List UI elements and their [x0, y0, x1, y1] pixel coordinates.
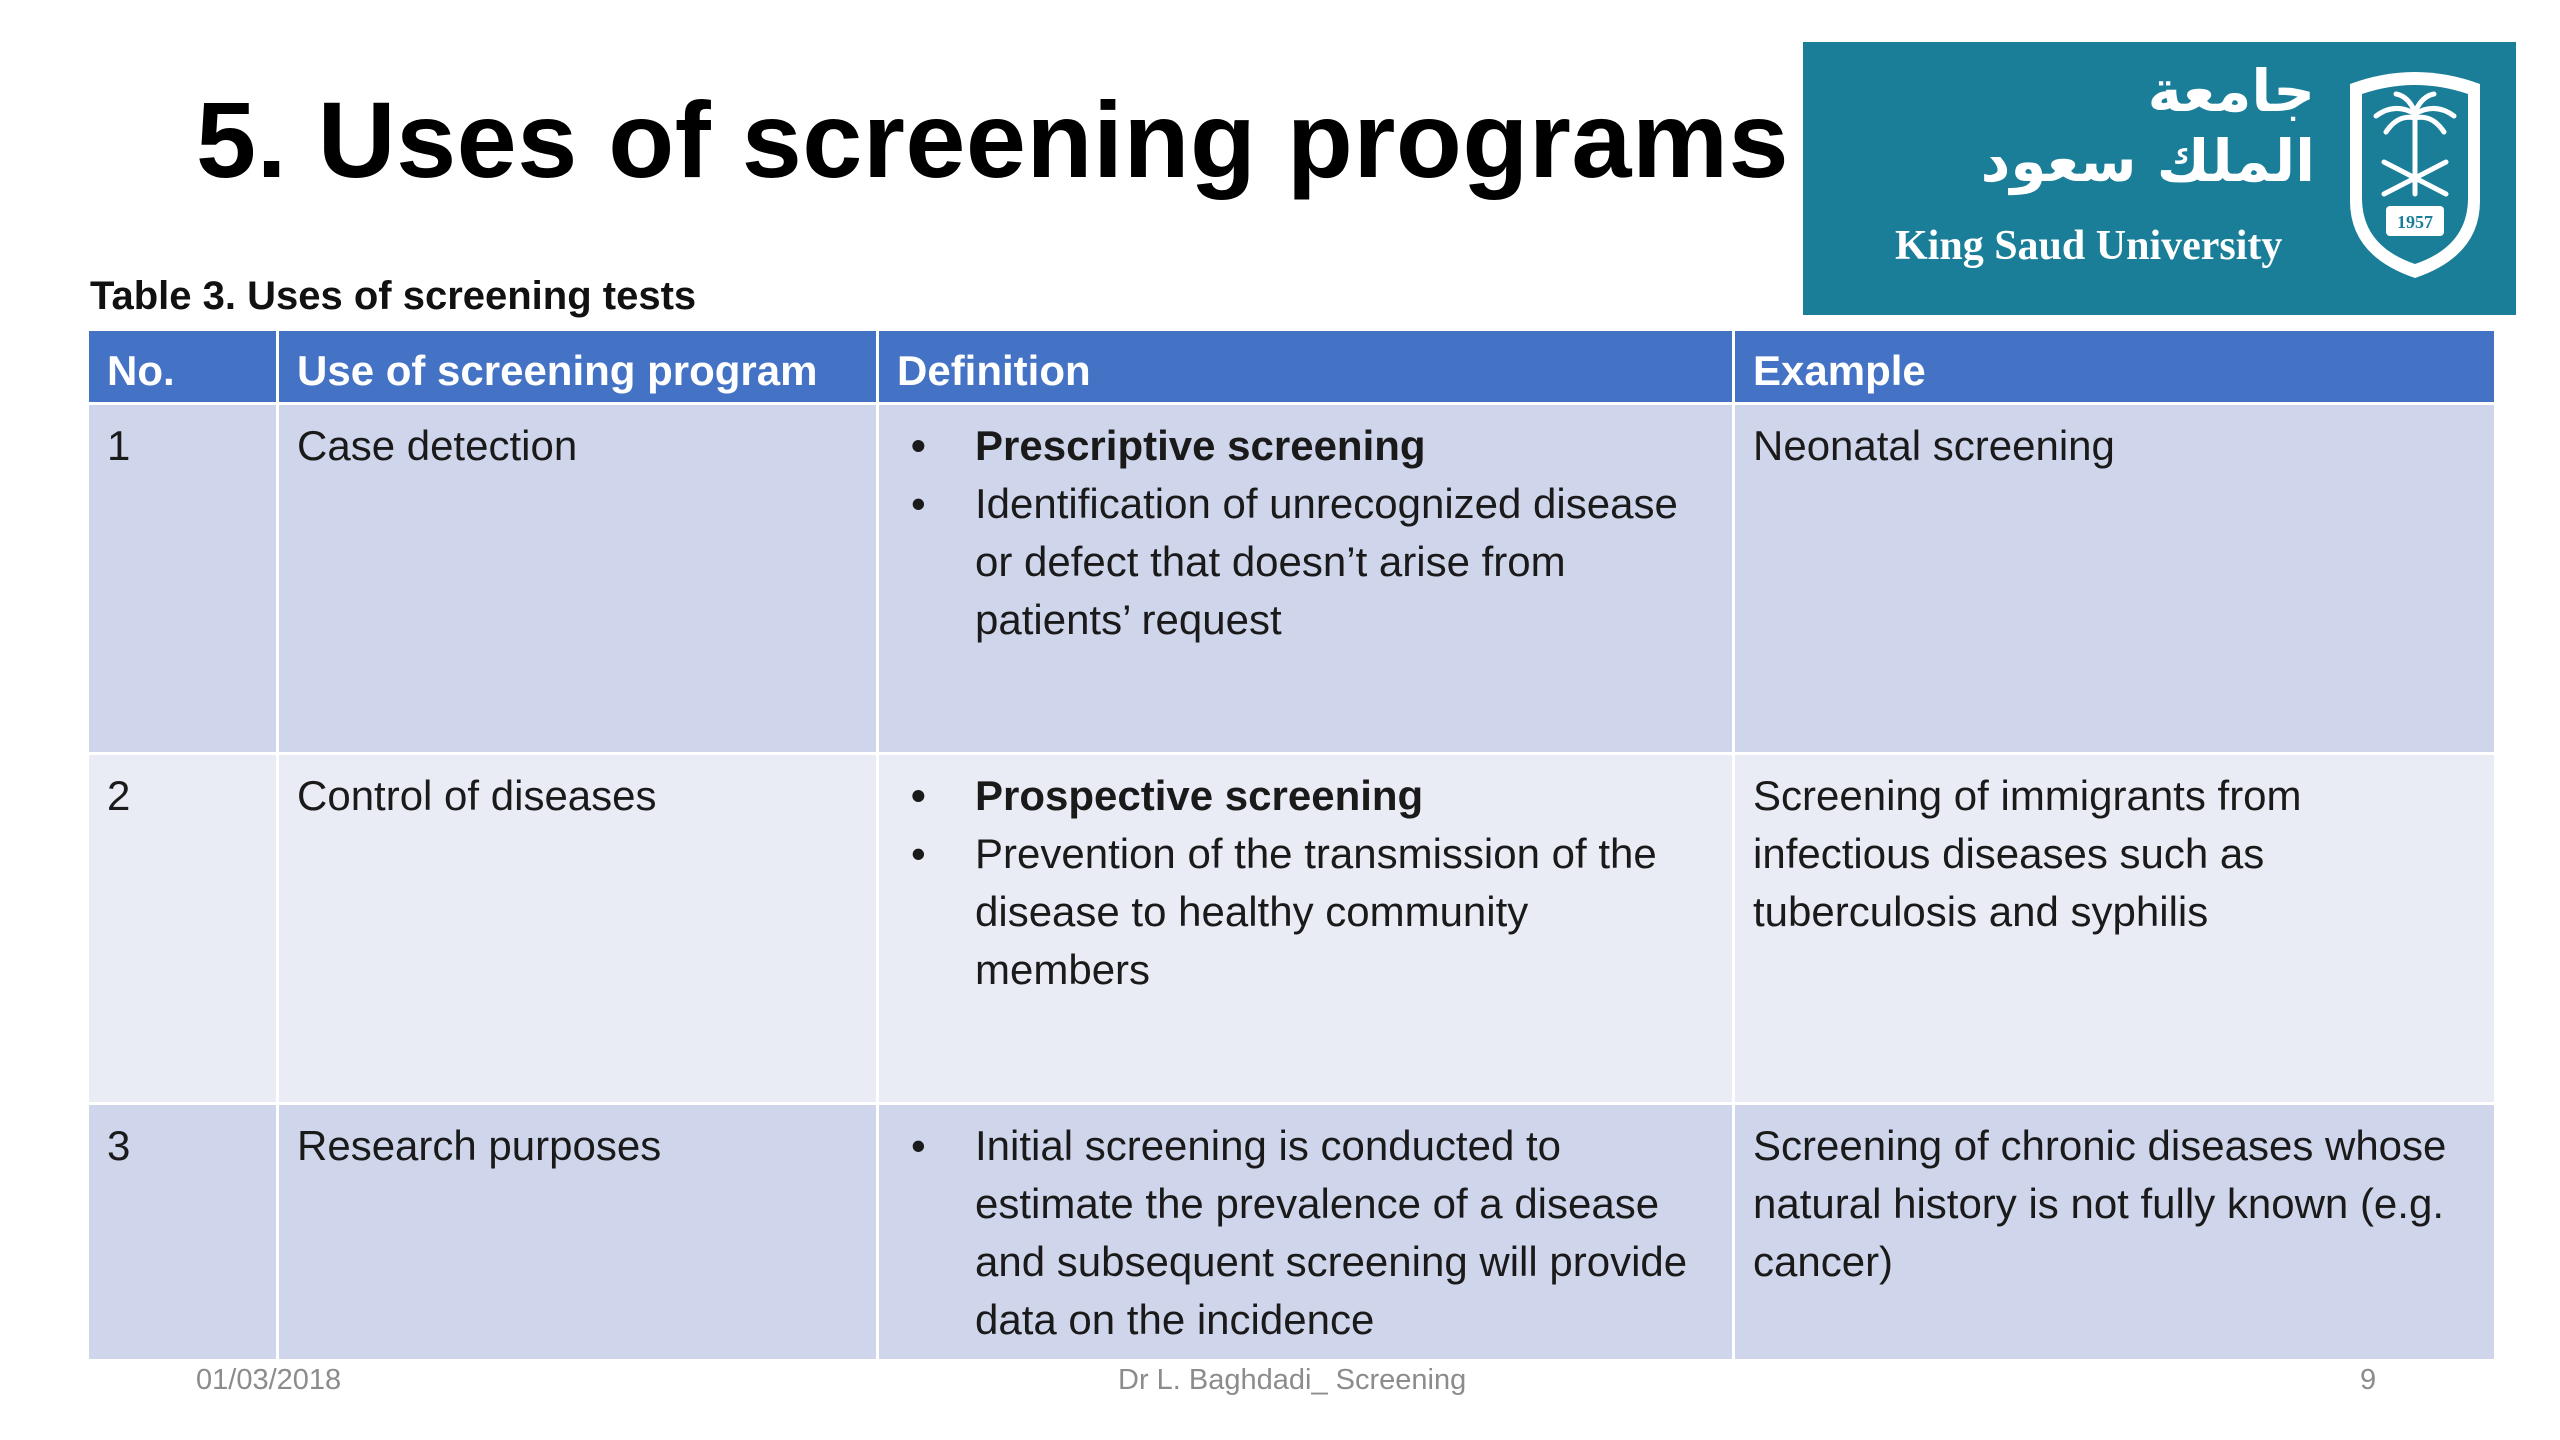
- header-example: Example: [1734, 330, 2496, 404]
- header-no: No.: [88, 330, 278, 404]
- slide-title: 5. Uses of screening programs: [196, 79, 1790, 200]
- palm-shield-emblem-icon: [2340, 66, 2490, 286]
- header-definition: Definition: [878, 330, 1734, 404]
- cell-example: Screening of chronic diseases whose natural history is not fully known (e.g. cancer): [1734, 1104, 2496, 1361]
- header-use: Use of screening program: [278, 330, 878, 404]
- definition-item: • Prevention of the transmission of the disease to healthy community members: [897, 825, 1714, 999]
- definition-list: [897, 417, 1714, 649]
- cell-no: 1: [88, 404, 278, 754]
- logo-english-name: King Saud University: [1895, 223, 2283, 269]
- cell-no: 3: [88, 1104, 278, 1361]
- table-row: [88, 754, 2496, 1104]
- emblem-year: 1957: [2397, 212, 2433, 232]
- university-logo: [1803, 42, 2516, 315]
- footer-date: 01/03/2018: [196, 1364, 342, 1396]
- cell-use: Case detection: [278, 404, 878, 754]
- table-header-row: [88, 330, 2496, 404]
- table-caption: Table 3. Uses of screening tests: [90, 274, 697, 318]
- definition-list: [897, 1117, 1714, 1349]
- screening-uses-table: [86, 328, 2497, 1362]
- definition-list: [897, 767, 1714, 999]
- definition-item: • Identification of unrecognized disease or defect that doesn’t arise from patients’ request: [897, 475, 1714, 649]
- table-row: [88, 404, 2496, 754]
- definition-bold-item: • Prescriptive screening: [897, 417, 1714, 475]
- cell-definition: [878, 404, 1734, 754]
- definition-bold-item: • Prospective screening: [897, 767, 1714, 825]
- footer-author: Dr L. Baghdadi_ Screening: [1118, 1364, 1467, 1396]
- logo-arabic-line-1: جامعة: [2147, 57, 2315, 125]
- cell-use: Control of diseases: [278, 754, 878, 1104]
- cell-definition: [878, 754, 1734, 1104]
- cell-use: Research purposes: [278, 1104, 878, 1361]
- cell-example: Neonatal screening: [1734, 404, 2496, 754]
- definition-item: • Initial screening is conducted to estimate the prevalence of a disease and subsequent screening will provide data on the incidence: [897, 1117, 1714, 1349]
- cell-definition: [878, 1104, 1734, 1361]
- table-row: [88, 1104, 2496, 1361]
- cell-no: 2: [88, 754, 278, 1104]
- logo-arabic-line-2: الملك سعود: [1980, 127, 2315, 195]
- footer-page-number: 9: [2360, 1364, 2377, 1396]
- cell-example: Screening of immigrants from infectious diseases such as tuberculosis and syphilis: [1734, 754, 2496, 1104]
